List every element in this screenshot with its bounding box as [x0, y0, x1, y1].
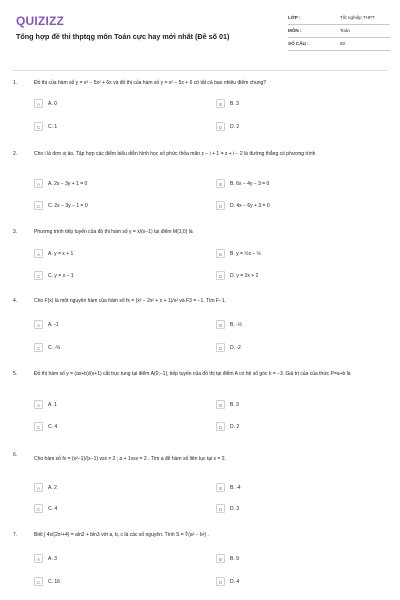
option-a[interactable]	[34, 483, 194, 492]
option-a[interactable]	[34, 320, 194, 329]
option-b[interactable]	[216, 483, 376, 492]
option-c[interactable]	[34, 122, 194, 131]
option-letter-box: D	[216, 422, 225, 431]
option-a[interactable]	[34, 249, 194, 258]
option-text: A. 3	[48, 555, 57, 562]
option-b[interactable]	[216, 554, 376, 563]
option-text: A. y = x + 1	[48, 250, 74, 257]
option-b[interactable]	[216, 320, 376, 329]
option-b[interactable]	[216, 249, 376, 258]
option-a[interactable]	[34, 400, 194, 409]
option-a[interactable]	[34, 99, 194, 108]
option-c[interactable]	[34, 422, 194, 431]
option-letter-box: A	[34, 483, 43, 492]
option-b[interactable]	[216, 179, 376, 188]
option-letter-box: C	[34, 504, 43, 513]
option-b[interactable]	[216, 99, 376, 108]
option-letter-box: D	[216, 122, 225, 131]
option-text: B. 9	[230, 555, 239, 562]
option-letter-box: D	[216, 201, 225, 210]
option-text: C. y = x − 1	[48, 272, 74, 279]
question-number: 1.	[13, 80, 18, 86]
question-number: 6.	[13, 452, 18, 458]
option-c[interactable]	[34, 201, 194, 210]
meta-value: Tốt nghiệp THPT	[340, 15, 375, 20]
header-divider	[12, 70, 388, 71]
option-letter-box: C	[34, 343, 43, 352]
option-text: A. 0	[48, 100, 57, 107]
option-a[interactable]	[34, 554, 194, 563]
question-number: 4.	[13, 298, 18, 304]
question-number: 2.	[13, 151, 18, 157]
option-text: B. 3	[230, 401, 239, 408]
option-letter-box: A	[34, 179, 43, 188]
option-text: C. -⅔	[48, 344, 61, 351]
question-number: 5.	[13, 371, 18, 377]
question-text: Biết ∫ 4x/(2x²+4) = aln2 + bln3 với a, b, c là các số nguyên. Tính S = ∜(a³ − b²) .	[34, 532, 209, 538]
option-letter-box: A	[34, 249, 43, 258]
option-letter-box: B	[216, 320, 225, 329]
option-text: A. 2x − 3y + 1 = 0	[48, 180, 88, 187]
option-text: D. y = 2x + 2	[230, 272, 259, 279]
option-text: C. 4	[48, 423, 58, 430]
question-text: Cho F(x) là một nguyên hàm của hàm số fx = (x³ − 2x² + x + 1)/x² và F3 = −1. Tìm F−1.	[34, 298, 227, 304]
option-letter-box: D	[216, 504, 225, 513]
option-c[interactable]	[34, 577, 194, 586]
option-letter-box: A	[34, 400, 43, 409]
question-text: Phương trình tiếp tuyến của đồ thị hàm số y = x/(x−1) tại điểm M(1;0) là	[34, 229, 193, 235]
option-text: A. 2	[48, 484, 57, 491]
option-text: D. 2	[230, 123, 240, 130]
option-d[interactable]	[216, 422, 376, 431]
document-header	[0, 0, 400, 62]
option-letter-box: A	[34, 320, 43, 329]
option-letter-box: A	[34, 99, 43, 108]
option-text: B. 6x − 4y − 3 = 0	[230, 180, 270, 187]
option-d[interactable]	[216, 504, 376, 513]
option-text: C. 16	[48, 578, 60, 585]
option-text: D. 4	[230, 578, 240, 585]
question-text: Đồ thị của hàm số y = x³ − 5x² + 6x và đồ thị của hàm số y = x² − 5x + 6 có tất cả bao nhiêu điểm chung?	[34, 80, 267, 86]
option-d[interactable]	[216, 577, 376, 586]
option-d[interactable]	[216, 122, 376, 131]
option-text: D. 3	[230, 505, 240, 512]
option-c[interactable]	[34, 504, 194, 513]
meta-label: LỚP :	[288, 15, 301, 20]
option-letter-box: B	[216, 483, 225, 492]
meta-label: SỐ CÂU :	[288, 41, 309, 46]
option-text: A. 1	[48, 401, 57, 408]
option-text: B. -4	[230, 484, 241, 491]
option-text: B. 3	[230, 100, 239, 107]
option-letter-box: C	[34, 422, 43, 431]
option-text: C. 2x − 3y − 1 = 0	[48, 202, 88, 209]
option-d[interactable]	[216, 201, 376, 210]
meta-row-question-count	[288, 38, 390, 51]
option-d[interactable]	[216, 271, 376, 280]
option-letter-box: B	[216, 179, 225, 188]
meta-value: Toán	[340, 28, 350, 33]
question-number: 3.	[13, 229, 18, 235]
meta-row-class	[288, 12, 390, 25]
option-letter-box: C	[34, 122, 43, 131]
option-letter-box: D	[216, 577, 225, 586]
option-letter-box: B	[216, 554, 225, 563]
question-number: 7.	[13, 532, 18, 538]
option-letter-box: D	[216, 343, 225, 352]
option-c[interactable]	[34, 271, 194, 280]
option-text: D. 4x − 6y + 3 = 0	[230, 202, 270, 209]
meta-row-subject	[288, 25, 390, 38]
option-letter-box: C	[34, 201, 43, 210]
option-text: C. 1	[48, 123, 58, 130]
option-letter-box: D	[216, 271, 225, 280]
meta-value: 50	[340, 41, 346, 46]
quizizz-logo: QUIZIZZ	[16, 14, 65, 28]
meta-label: MÔN :	[288, 28, 302, 33]
option-text: B. y = ½x − ½	[230, 250, 261, 257]
question-text: Cho hàm số fx = (x²−1)/(x−1) vsx ≠ 2 ; a + 1vsx = 2 . Tìm a để hàm số liên tục tại x = 2.	[34, 456, 226, 462]
metadata-table	[288, 12, 390, 51]
option-letter-box: B	[216, 249, 225, 258]
option-text: D. -2	[230, 344, 241, 351]
option-letter-box: A	[34, 554, 43, 563]
option-text: D. 2	[230, 423, 240, 430]
option-text: B. -½	[230, 321, 242, 328]
option-b[interactable]	[216, 400, 376, 409]
option-text: A. -1	[48, 321, 59, 328]
option-letter-box: C	[34, 577, 43, 586]
option-d[interactable]	[216, 343, 376, 352]
option-text: C. 4	[48, 505, 58, 512]
option-letter-box: B	[216, 99, 225, 108]
option-a[interactable]	[34, 179, 194, 188]
document-title: Tổng hợp đề thi thptqg môn Toán cực hay mới nhất (Đề số 01)	[16, 32, 230, 41]
question-text: Đồ thị hàm số y = (ax+b)/(x+1) cắt trục tung tại điểm A(0;−1), tiếp tuyến của đồ thị tại điểm A có hệ số góc k = −3. Giá trị của của thức P=a+b là	[34, 371, 351, 377]
option-c[interactable]	[34, 343, 194, 352]
option-letter-box: C	[34, 271, 43, 280]
option-letter-box: B	[216, 400, 225, 409]
question-text: Cho i là đơn vị ảo. Tập hợp các điểm biểu diễn hình học số phức thỏa mãn z − i + 1 = z + i − 2 là đường thẳng có phương trình	[34, 151, 316, 157]
